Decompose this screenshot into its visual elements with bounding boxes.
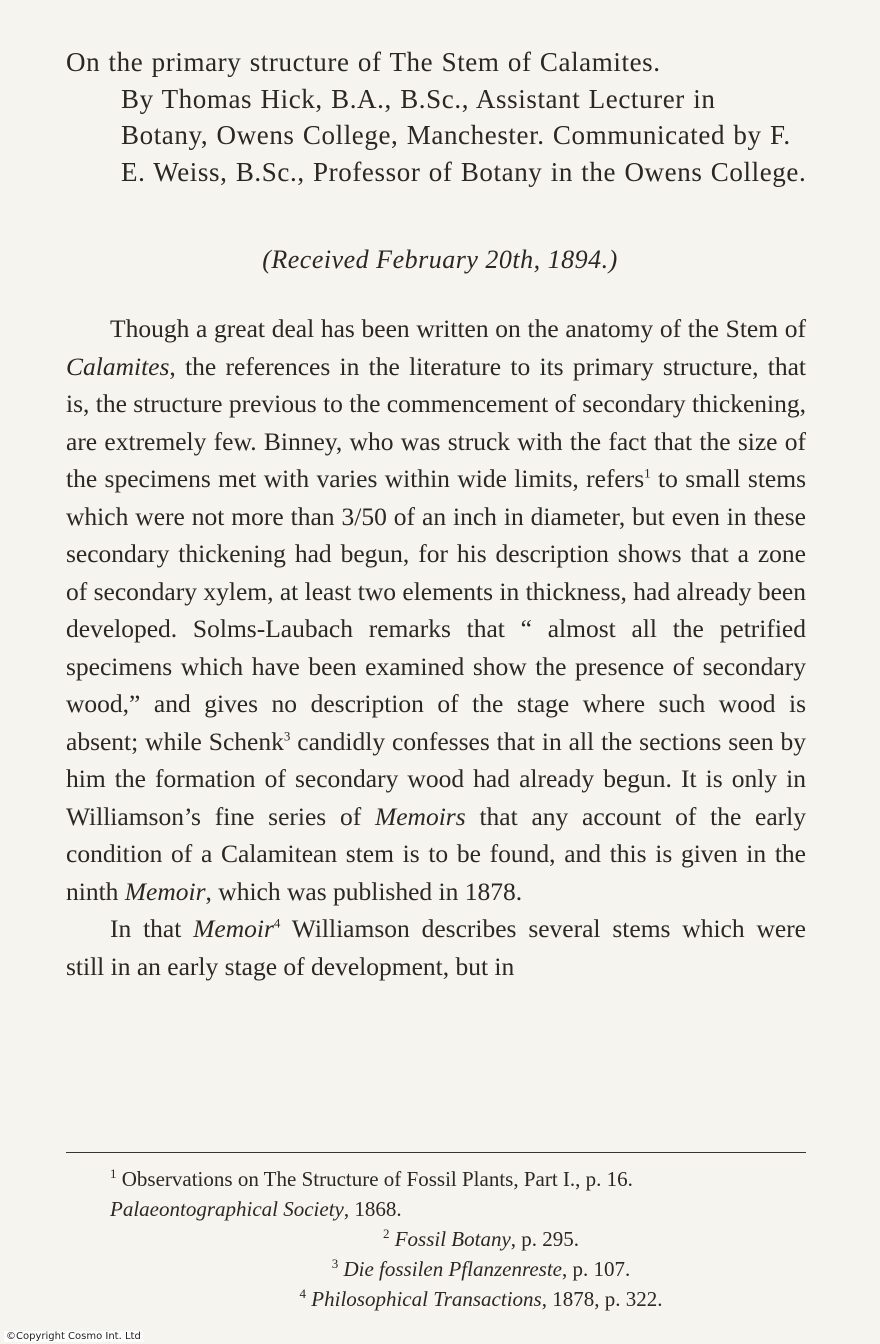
footnote-ref-4: 4: [273, 915, 281, 931]
article-heading: [66, 44, 810, 190]
footnotes: [66, 1164, 806, 1314]
italic-calamites: Calamites: [66, 351, 170, 381]
received-date: (Received February 20th, 1894.): [262, 245, 618, 274]
footnote-divider: [66, 1152, 806, 1153]
author-byline: By Thomas Hick, B.A., B.Sc., Assistant Lecturer in Botany, Owens College, Manchester. Communicated by F. E. Weiss, B.Sc., Professor of Botany in the Owens College.: [121, 83, 807, 187]
copyright-notice: ©Copyright Cosmo Int. Ltd: [6, 1331, 141, 1342]
footnote-ref-1: 1: [644, 465, 651, 481]
article-body: [66, 310, 806, 985]
italic-memoirs: Memoirs: [375, 801, 466, 831]
italic-memoir: Memoir: [124, 876, 206, 906]
footnote-4: $^4$ Philosophical Transactions, 1878, p. 322.: [299, 1286, 663, 1311]
footnote-1: $^1$ Observations on The Structure of Fossil Plants, Part I., p. 16. Palaeontographical Society, 1868.: [110, 1166, 633, 1221]
paragraph-2: In that Memoir$^4$ Williamson describes several stems which were still in an early stage of development, but in: [66, 914, 806, 981]
footnote-3: $^3$ Die fossilen Pflanzenreste, p. 107.: [331, 1256, 631, 1281]
article-title: On the primary structure of The Stem of Calamites.: [66, 47, 661, 77]
footnote-ref-3: 3: [283, 728, 291, 743]
italic-memoir: Memoir: [193, 914, 274, 943]
footnote-2: $^2$ Fossil Botany, p. 295.: [382, 1226, 580, 1251]
paragraph-1: Though a great deal has been written on the anatomy of the Stem of Calamites, the references in the literature to its primary structure, that is, the structure previous to the commencement of secondary thickening, are extremely few. Binney, who was struck with the fact that the size of the specimens met with varies within wide limits, refers$^1$ to small stems which were not more than 3/50 of an inch in diameter, but even in these secondary thickening had begun, for his description shows that a zone of secondary xylem, at least two elements in thickness, had already been developed. Solms-Laubach remarks that “ almost all the petrified specimens which have been examined show the presence of secondary wood,” and gives no description of the stage where such wood is absent; while Schenk$^3$ candidly confesses that in all the sections seen by him the formation of secondary wood had already begun. It is only in Williamson’s fine series of Memoirs that any account of the early condition of a Calamitean stem is to be found, and this is given in the ninth Memoir, which was published in 1878.: [66, 314, 807, 906]
